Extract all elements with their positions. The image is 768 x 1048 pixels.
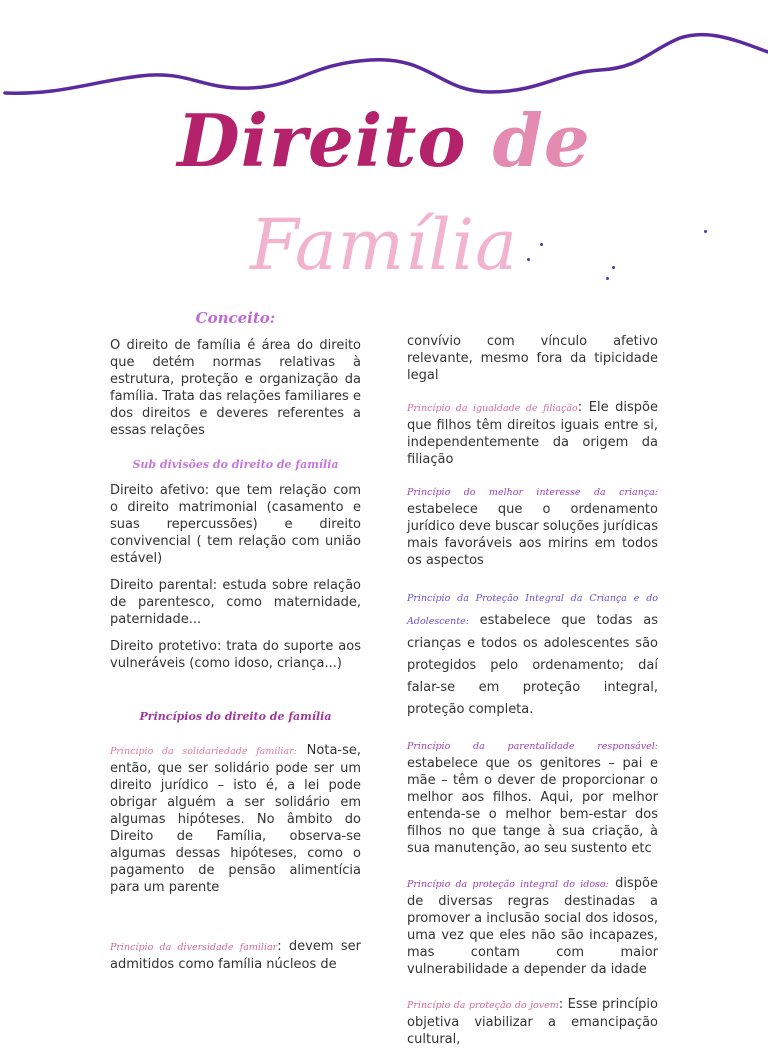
principle-parental	[407, 737, 658, 857]
principle-diversity-label: Princípio da diversidade familiar	[110, 942, 278, 953]
principle-elderly-text: dispõe de diversas regras destinadas a promover a inclusão social dos idosos, uma vez que eles não são incapazes, mas contam com maior vulnerabilidade a depender da idade	[407, 876, 658, 977]
principle-parental-label: Princípio da parentalidade responsável:	[407, 741, 658, 752]
principle-best-interest-text: estabelece que o ordenamento jurídico deve buscar soluções jurídicas mais favoráveis aos mirins em todos os aspectos	[407, 502, 658, 568]
wave-decoration	[0, 0, 768, 110]
decorative-dot	[612, 266, 615, 269]
principle-youth-text: : Esse princípio objetiva viabilizar a emancipação cultural,	[407, 997, 658, 1047]
title-word-direito: Direito	[177, 98, 467, 183]
decorative-dot	[540, 243, 543, 246]
decorative-dot	[606, 277, 609, 280]
page-title-line2: Família	[250, 204, 518, 286]
principle-solidarity	[110, 742, 361, 896]
principles-heading: Princípios do direito de família	[139, 710, 332, 723]
continuation-text: convívio com vínculo afetivo relevante, mesmo fora da tipicidade legal	[407, 334, 658, 383]
principle-elderly	[407, 875, 658, 978]
subdivisions-heading: Sub divisões do direito de família	[132, 458, 339, 471]
principle-best-interest-label: Princípio do melhor interesse da criança:	[407, 487, 658, 498]
subdivision-item: Direito protetivo: trata do suporte aos vulneráveis (como idoso, criança...)	[110, 639, 361, 671]
principle-solidarity-label: Princípio da solidariedade familiar:	[110, 746, 297, 757]
principle-best-interest	[407, 483, 658, 569]
concept-text: O direito de família é área do direito que detém normas relativas à estrutura, proteção e organização da família. Trata das relações familiares e dos direitos e deveres referentes a essas relações	[110, 338, 361, 438]
principle-elderly-label: Princípio da proteção integral do idoso:	[407, 879, 609, 890]
principle-equality-label: Princípio da igualdade de filiação	[407, 403, 578, 414]
principle-equality-text: : Ele dispõe que filhos têm direitos iguais entre si, independentemente da origem da filiação	[407, 400, 658, 467]
left-column	[110, 310, 361, 973]
principle-youth	[407, 996, 658, 1048]
principle-integral-text: estabelece que todas as crianças e todos os adolescentes são protegidos pelo ordenamento; daí falar-se em proteção integral, proteção completa.	[407, 613, 658, 717]
right-column	[407, 333, 658, 1048]
decorative-dot	[704, 230, 707, 233]
principle-integral	[407, 587, 658, 721]
page-title	[0, 96, 768, 186]
principle-solidarity-text: Nota-se, então, que ser solidário pode ser um direito jurídico – isto é, a lei pode obrigar alguém a ser solidário em algumas hipóteses. No âmbito do Direito de Família, observa-se algumas dessas hipóteses, como o pagamento de pensão alimentícia para um parente	[110, 743, 362, 895]
principle-parental-text: estabelece que os genitores – pai e mãe – têm o dever de proporcionar o melhor aos filhos. Aqui, por melhor entenda-se o melhor bem-estar dos filhos no que tange à sua criação, à sua manutenção, ao seu sustento etc	[407, 756, 658, 856]
principle-diversity-text: : devem ser admitidos como família núcleos de	[110, 939, 361, 972]
principle-diversity	[110, 938, 361, 973]
principle-youth-label: Princípio da proteção do jovem	[407, 1000, 559, 1011]
decorative-dot	[527, 258, 530, 261]
principle-equality	[407, 399, 658, 468]
principle-integral-label: Princípio da Proteção Integral da Criança e do Adolescente:	[407, 593, 658, 627]
concept-heading: Conceito:	[195, 309, 276, 327]
title-word-de: de	[492, 98, 591, 183]
subdivision-item: Direito parental: estuda sobre relação de parentesco, como maternidade, paternidade...	[110, 578, 361, 627]
subdivision-item: Direito afetivo: que tem relação com o direito matrimonial (casamento e suas repercussões) e direito convivencial ( tem relação com união estável)	[110, 483, 361, 566]
